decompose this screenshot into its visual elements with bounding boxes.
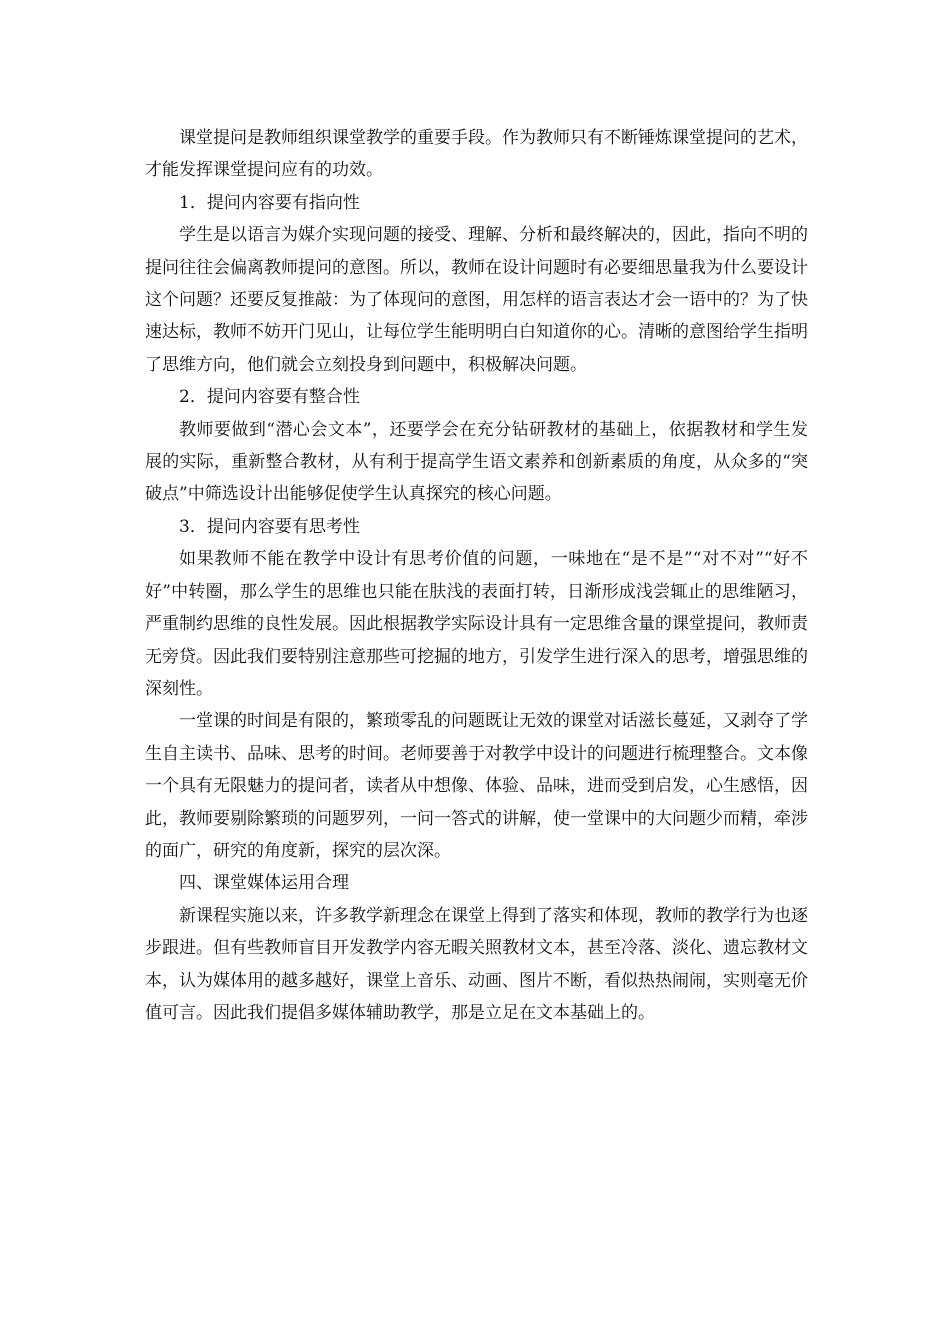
body-paragraph: 学生是以语言为媒介实现问题的接受、理解、分析和最终解决的，因此，指向不明的提问往往会偏离教师提问的意图。所以，教师在设计问题时有必要细思量我为什么要设计这个问题？还要反复推敲：为了体现问的意图，用怎样的语言表达才会一语中的？为了快速达标，教师不妨开门见山，让每位学生能明明白白知道你的心。清晰的意图给学生指明了思维方向，他们就会立刻投身到问题中，积极解决问题。 [145,225,808,375]
body-paragraph: 新课程实施以来，许多教学新理念在课堂上得到了落实和体现，教师的教学行为也逐步跟进。但有些教师盲目开发教学内容无暇关照教材文本，甚至冷落、淡化、遗忘教材文本，认为媒体用的越多越好，课堂上音乐、动画、图片不断，看似热热闹闹，实则毫无价值可言。因此我们提倡多媒体辅助教学，那是立足在文本基础上的。 [145,905,808,1023]
body-paragraph: 一堂课的时间是有限的，繁琐零乱的问题既让无效的课堂对话滋长蔓延，又剥夺了学生自主读书、品味、思考的时间。老师要善于对教学中设计的问题进行梳理整合。文本像一个具有无限魅力的提问者，读者从中想像、体验、品味，进而受到启发，心生感悟，因此，教师要剔除繁琐的问题罗列，一问一答式的讲解，使一堂课中的大问题少而精，牵涉的面广，研究的角度新，探究的层次深。 [145,711,808,861]
section-heading-1: 1．提问内容要有指向性 [179,192,360,213]
body-paragraph: 如果教师不能在教学中设计有思考价值的问题，一味地在“是不是”“对不对”“好不好”中转圈，那么学生的思维也只能在肤浅的表面打转，日渐形成浅尝辄止的思维陋习，严重制约思维的良性发展。因此根据教学实际设计具有一定思维含量的课堂提问，教师责无旁贷。因此我们要特别注意那些可挖掘的地方，引发学生进行深入的思考，增强思维的深刻性。 [145,549,808,699]
body-paragraph: 教师要做到“潜心会文本”，还要学会在充分钻研教材的基础上，依据教材和学生发展的实际，重新整合教材，从有利于提高学生语文素养和创新素质的角度，从众多的“突破点”中筛选设计出能够促使学生认真探究的核心问题。 [145,419,808,505]
intro-paragraph: 课堂提问是教师组织课堂教学的重要手段。作为教师只有不断锤炼课堂提问的艺术，才能发挥课堂提问应有的功效。 [145,128,808,181]
section-heading-2: 2．提问内容要有整合性 [179,387,360,408]
section-heading-4: 四、课堂媒体运用合理 [179,873,349,894]
document-body [145,122,808,1029]
section-heading-3: 3．提问内容要有思考性 [179,516,360,537]
